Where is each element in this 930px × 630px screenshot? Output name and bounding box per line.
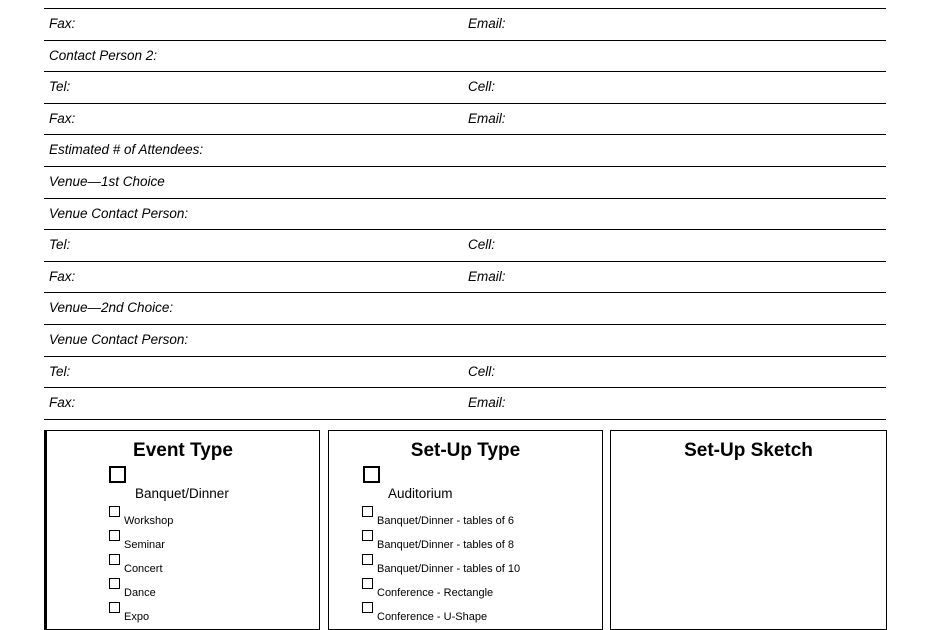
banquet-dinner-checkbox[interactable] [109, 466, 126, 483]
setup-sketch-title: Set-Up Sketch [684, 440, 813, 461]
email-label: Email: [468, 16, 506, 31]
form-row-fax-email[interactable] [44, 261, 886, 293]
option-label: Seminar [124, 539, 165, 551]
setup-type-title: Set-Up Type [410, 440, 521, 461]
form-row-venue-contact[interactable] [44, 324, 886, 356]
setup-sketch-box[interactable] [610, 430, 887, 630]
email-label: Email: [468, 110, 506, 126]
form-row-fax-email[interactable] [44, 387, 886, 420]
option-label: Expo [124, 611, 150, 623]
venue-contact-label: Venue Contact Person: [49, 205, 189, 221]
form-row-tel-cell[interactable] [44, 71, 886, 103]
contact-venue-form [44, 8, 886, 420]
option-label: Workshop [124, 515, 174, 527]
email-label: Email: [468, 268, 506, 284]
option-label: Banquet/Dinner - tables of 8 [377, 539, 514, 551]
banquet-dinner-label: Banquet/Dinner [135, 486, 229, 501]
checkbox[interactable] [362, 530, 373, 541]
event-type-title: Event Type [133, 440, 233, 461]
option-label: Banquet/Dinner - tables of 6 [377, 515, 514, 527]
cell-label: Cell: [468, 363, 496, 379]
form-row-tel-cell[interactable] [44, 229, 886, 261]
venue-contact-label: Venue Contact Person: [49, 331, 189, 347]
form-row-tel-cell[interactable] [44, 356, 886, 388]
tel-label: Tel: [49, 363, 71, 379]
tel-label: Tel: [49, 237, 71, 253]
cell-label: Cell: [468, 237, 496, 253]
checkbox[interactable] [109, 578, 120, 589]
form-row-venue-1st-choice[interactable] [44, 166, 886, 198]
contact-person-2-label: Contact Person 2: [49, 47, 158, 63]
option-label: Conference - U-Shape [377, 611, 488, 623]
setup-type-box [328, 430, 603, 630]
fax-label: Fax: [49, 110, 76, 126]
fax-label: Fax: [49, 16, 76, 31]
checkbox[interactable] [362, 554, 373, 565]
option-label: Concert [124, 563, 163, 575]
form-row-fax-email[interactable] [44, 103, 886, 135]
checkbox[interactable] [109, 530, 120, 541]
form-row-venue-contact[interactable] [44, 198, 886, 230]
checkbox[interactable] [109, 506, 120, 517]
form-row-fax-email[interactable] [44, 8, 886, 40]
venue-2nd-choice-label: Venue—2nd Choice: [49, 300, 174, 316]
fax-label: Fax: [49, 268, 76, 284]
tel-label: Tel: [49, 79, 71, 95]
auditorium-label: Auditorium [388, 486, 453, 501]
option-label: Conference - Rectangle [377, 587, 494, 599]
checkbox[interactable] [109, 602, 120, 613]
checkbox[interactable] [362, 506, 373, 517]
checkbox[interactable] [109, 554, 120, 565]
form-row-contact-person-2[interactable] [44, 40, 886, 72]
option-label: Dance [124, 587, 156, 599]
form-row-attendees[interactable] [44, 134, 886, 166]
attendees-label: Estimated # of Attendees: [49, 142, 204, 158]
checkbox[interactable] [362, 602, 373, 613]
form-row-venue-2nd-choice[interactable] [44, 292, 886, 324]
cell-label: Cell: [468, 79, 496, 95]
option-label: Banquet/Dinner - tables of 10 [377, 563, 521, 575]
checkbox[interactable] [362, 578, 373, 589]
auditorium-checkbox[interactable] [363, 466, 380, 483]
event-type-box [44, 430, 320, 630]
venue-1st-choice-label: Venue—1st Choice [49, 173, 165, 189]
fax-label: Fax: [49, 395, 76, 411]
email-label: Email: [468, 395, 506, 411]
